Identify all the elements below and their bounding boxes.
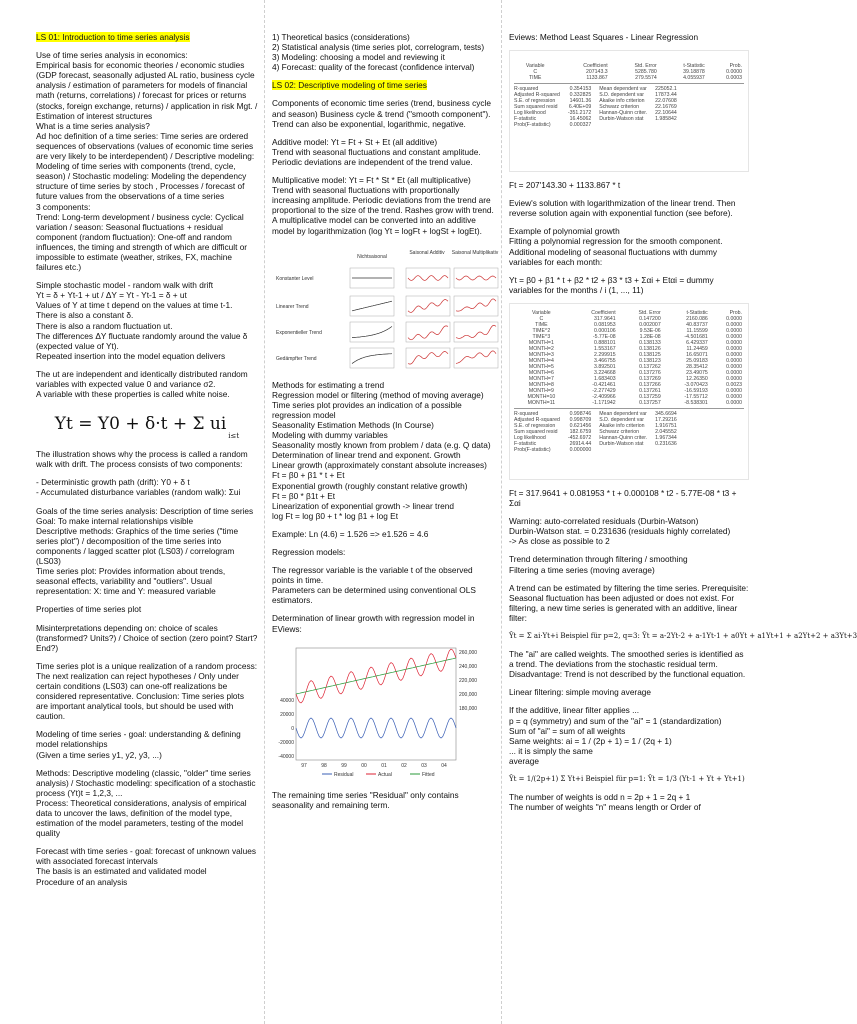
table-header-cell: Coefficient — [583, 63, 608, 70]
paragraph: Methods for estimating a trend Regression model or filtering (method of moving average) Time series plot provides an indication of a possible regression model Seasonality Estimation Methods (In Course) Modeling with dummy variables Seasonality mostly known from problem / data (e.g. Q data) Determination of linear trend and exponent. Growth Linear growth (approximately constant absolute increases) Ft = β0 + β1 * t + Et Exponential growth (roughly constant relative growth) Ft = β0 * β1t + Et Linearization of exponential growth -> linear trend log Ft = log β0 + t * log β1 + log Et — [272, 379, 491, 521]
table-cell: -4.501681 — [684, 333, 708, 340]
table-cell: MONTH=1 — [528, 339, 554, 346]
paragraph: - Deterministic growth path (drift): Y0 + δ t - Accumulated disturbance variables (random walk): Σui — [36, 477, 241, 498]
paragraph: Determination of linear growth with regression model in EViews: — [272, 613, 475, 634]
paragraph: Additive model: Yt = Ft + St + Et (all additive) Trend with seasonal fluctuations and constant amplitude. Periodic deviations are independent of the trend value. — [272, 136, 481, 167]
table-cell: 11.15599 — [686, 327, 708, 334]
fitted-series-line — [296, 658, 456, 694]
x-tick-label: 03 — [421, 762, 427, 769]
y-left-tick-label: -40000 — [278, 753, 294, 760]
table-header-cell: Std. Error — [634, 63, 657, 70]
x-tick-label: 99 — [341, 762, 347, 769]
stats-labels: Mean dependent var S.D. dependent var Akaike info criterion Schwarz criterion Hannan-Quinn criter. Durbin-Watson stat — [599, 410, 648, 447]
table-cell: 3.892501 — [594, 363, 616, 370]
divider — [514, 83, 744, 84]
table-cell: 9.53E-06 — [639, 327, 661, 334]
table-cell: 0.138123 — [639, 357, 661, 364]
column-1 — [36, 32, 258, 895]
section-title-eviews: Eviews: Method Least Squares - Linear Regression — [509, 32, 699, 42]
paragraph: The "ai" are called weights. The smoothed series is identified as a trend. The deviations from the stochastic residual term. Disadvantage: Trend is not described by the functional equation. — [509, 649, 746, 680]
table-cell: C — [533, 69, 538, 76]
linear-filter-formula: Ŷt = Σ ai·Yt+i Beispiel für p=2, q=3: Ŷt = a-2Yt-2 + a-1Yt-1 + a0Yt + a1Yt+1 + a2Yt+2 + a3Yt+3 — [509, 631, 857, 640]
y-right-tick-label: 220,000 — [459, 677, 478, 684]
grid-cell-curve — [352, 353, 392, 363]
table-cell: 0.0000 — [726, 315, 742, 322]
table-cell: MONTH=3 — [528, 351, 554, 358]
regression-table-1 — [514, 63, 744, 81]
table-cell: 0.0000 — [726, 387, 742, 394]
table-cell: 6.429337 — [686, 339, 708, 346]
paragraph: The ut are independent and identically distributed random variables with expected value 0 and variance σ2. A variable with these properties is called white noise. — [36, 368, 248, 400]
random-walk-formula-subscript: i≤t — [228, 432, 240, 441]
column-divider-1 — [264, 0, 265, 1024]
table-header-cell: Variable — [532, 309, 551, 316]
grid-cell-curve — [456, 350, 496, 363]
table-cell: C — [539, 315, 544, 322]
table-cell: 0.138126 — [639, 345, 661, 352]
eviews-regression-chart — [272, 642, 494, 782]
table-cell: 279.5574 — [635, 75, 657, 82]
table-cell: 207143.3 — [586, 69, 608, 76]
grid-row-label: Konstanter Level — [276, 275, 314, 282]
table-cell: 0.0000 — [726, 351, 742, 358]
table-cell: 0.0000 — [726, 369, 742, 376]
x-tick-label: 97 — [301, 762, 307, 769]
paragraph: Multiplicative model: Yt = Ft * St * Et (all multiplicative) Trend with seasonal fluctuations with proportionally increasing amplitude. Periodic deviations from the trend are proportional to the size of the trend. Rashes grow with trend. A multiplicative model can be converted into an additive model by logarithmization (log Yt = logFt + logSt + logEt). — [272, 175, 494, 236]
trend-season-grid — [272, 244, 499, 372]
table-cell: MONTH=11 — [527, 399, 556, 406]
table-cell: 0.0023 — [726, 381, 742, 388]
regression-stats-1 — [514, 86, 744, 128]
stats-values: 345.6694 17.29216 1.916751 2.045552 1.967344 0.231636 — [655, 410, 677, 447]
y-left-tick-label: 40000 — [280, 697, 294, 704]
table-cell: TIME^3 — [532, 333, 551, 340]
table-cell: 0.137266 — [639, 381, 661, 388]
table-cell: -5.77E-08 — [592, 333, 616, 340]
legend-label: Actual — [378, 771, 392, 778]
table-header-cell: Prob. — [729, 63, 742, 70]
table-cell: 0.081953 — [594, 321, 616, 328]
paragraph: Linear filtering: simple moving average — [509, 687, 652, 698]
paragraph: Regression models: — [272, 547, 346, 557]
table-cell: 0.0000 — [726, 399, 742, 406]
y-left-tick-label: 0 — [291, 725, 294, 732]
paragraph: 1) Theoretical basics (considerations) 2) Statistical analysis (time series plot, correlogram, tests) 3) Modeling: choosing a model and reviewing it 4) Forecast: quality of the forecast (confidence interval) — [272, 32, 485, 73]
grid-col-header: Saisonal Additiv — [409, 249, 445, 256]
table-cell: 0.0000 — [726, 321, 742, 328]
table-cell: 5285.780 — [635, 69, 657, 76]
table-cell: -0.421461 — [592, 381, 616, 388]
table-cell: 23.49075 — [686, 369, 708, 376]
regression-stats-2 — [514, 411, 744, 453]
table-cell: 0.138133 — [639, 339, 661, 346]
table-row — [514, 400, 744, 406]
grid-cell — [454, 348, 498, 368]
table-cell: 12.26350 — [686, 375, 708, 382]
paragraph: Trend determination through filtering / smoothing Filtering a time series (moving average) — [509, 554, 688, 575]
table-cell: 3.466755 — [594, 357, 616, 364]
x-tick-label: 02 — [401, 762, 407, 769]
paragraph: Example of polynomial growth Fitting a polynomial regression for the smooth component. Additional modeling of seasonal fluctuations with dummy variables for each month: — [509, 226, 723, 267]
stats-labels: Mean dependent var S.D. dependent var Akaike info criterion Schwarz criterion Hannan-Quinn criter. Durbin-Watson stat — [599, 86, 648, 123]
table-cell: 1.28E-08 — [639, 333, 661, 340]
stats-labels: R-squared Adjusted R-squared S.E. of regression Sum squared resid Log likelihood F-statistic Prob(F-statistic) — [514, 86, 560, 129]
table-cell: -1.171942 — [592, 399, 616, 406]
regression-output-1 — [509, 50, 749, 172]
paragraph: Time series plot is a unique realization of a random process: The next realization can reject hypotheses / Only under certain conditions (LS03) can one-off realizations be considered representative. Conclusion: Time series plots are important analytical tools, but should be used with caution. — [36, 660, 258, 722]
random-walk-formula: Yt = Y0 + δ·t + Σ ui — [54, 414, 227, 435]
y-right-tick-label: 180,000 — [459, 705, 478, 712]
table-cell: 0.137261 — [639, 387, 661, 394]
table-cell: TIME — [535, 321, 548, 328]
axis-ticks — [278, 650, 477, 769]
table-cell: -17.55712 — [684, 393, 708, 400]
divider — [514, 408, 744, 409]
table-cell: 1.553167 — [594, 345, 616, 352]
table-cell: 0.0000 — [726, 327, 742, 334]
grid-row-label: Gedämpfter Trend — [276, 355, 317, 362]
grid-cell-curve — [456, 325, 496, 338]
table-cell: -8.538301 — [684, 399, 708, 406]
grid-cell-curve — [408, 299, 448, 312]
paragraph: Misinterpretations depending on: choice of scales (transformed? Units?) / Choice of section (zero point? Start? End?) — [36, 622, 258, 653]
paragraph: Use of time series analysis in economics: Empirical basis for economic theories / economic studies (GDP forecast, seasonally adjusted AL ratio, business cycle analysis / estimation of parameters for models of financial math (returns, correlations) / forecast for prices or returns (stocks, foreign exchange, returns) / application in risk Mgt. / Estimation of interest structures What is a time series analysis? Ad hoc definition of a time series: Time series are ordered sequences of observations (values of economic time series are very likely to be interdependent) / Descriptive modeling: Modeling of time series with components (trend, cycle, season) / Stochastic modeling: Modeling the dependency structure of time series by stoch , Processes / forecast of future values from the observations of a time series 3 components: Trend: Long-term development / business cycle: Cyclical variation / season: Seasonal fluctuations + residual component (random fluctuation): One-off and random influences, the timing and strength of which are difficult or impossible to estimate (weather, strikes, FX, machine failures etc.) — [36, 50, 258, 273]
grid-cell-curve — [408, 275, 448, 280]
grid-cell — [350, 348, 394, 368]
table-cell: 11.24459 — [686, 345, 708, 352]
table-cell: 0.137269 — [639, 375, 661, 382]
regression-table-2 — [514, 310, 744, 406]
paragraph: The number of weights is odd n = 2p + 1 = 2q + 1 The number of weights "n" means length or Order of — [509, 792, 701, 813]
table-cell: TIME — [529, 75, 542, 82]
eviews-regression-chart-image — [272, 642, 494, 782]
y-right-tick-label: 200,000 — [459, 691, 478, 698]
grid-cell-curve — [352, 326, 392, 337]
table-cell: 317.9641 — [594, 315, 616, 322]
table-cell: 0.0003 — [726, 75, 742, 82]
plot-frame — [296, 648, 456, 760]
residual-series-line — [296, 718, 456, 738]
table-cell: 0.138125 — [639, 351, 661, 358]
paragraph: Ft = 317.9641 + 0.081953 * t + 0.000108 * t2 - 5.77E-08 * t3 + Σαi — [509, 487, 737, 509]
table-cell: -2.277429 — [592, 387, 616, 394]
stats-values: 0.998746 0.998709 0.621456 182.6759 -452.6972 26914.44 0.000000 — [567, 410, 592, 453]
grid-cell — [350, 322, 394, 342]
paragraph: Modeling of time series - goal: understanding & defining model relationships (Given a time series y1, y2, y3, ...) — [36, 729, 241, 760]
table-cell: 0.137257 — [639, 399, 661, 406]
table-header-cell: t-Statistic — [686, 309, 708, 316]
table-cell: 0.137262 — [639, 363, 661, 370]
column-divider-2 — [501, 0, 502, 1024]
y-left-tick-label: -20000 — [278, 739, 294, 746]
y-right-tick-label: 240,000 — [459, 663, 478, 670]
table-cell: 0.0000 — [726, 333, 742, 340]
paragraph: Yt = β0 + β1 * t + β2 * t2 + β3 * t3 + Σαi + Εtαi = dummy variables for the months / i (1, ..., 11) — [509, 274, 714, 295]
table-cell: 0.0000 — [726, 393, 742, 400]
paragraph: If the additive, linear filter applies ... p = q (symmetry) and sum of the "ai" = 1 (standardization) Sum of "ai" = sum of all weights Same weights: ai = 1 / (2p + 1) = 1 / (2q + 1) ... it is simply the same average — [509, 705, 722, 766]
paragraph: Goals of the time series analysis: Description of time series Goal: To make internal relationships visible Descriptive methods: Graphics of the time series ("time series plot") / decomposition of the time series into components / lagged scatter plot (LS03) / correlogram (LS03) Time series plot: Provides information about trends, seasonal effects, variability and "outliers". Usual representation: X: time and Y: measured variable — [36, 505, 254, 597]
stats-values: 0.354153 0.332825 14601.36 6.40E+09 -351.2172 16.45062 0.000327 — [567, 86, 592, 129]
x-tick-label: 04 — [441, 762, 447, 769]
grid-cell-curve — [352, 301, 392, 311]
table-cell: 0.0000 — [726, 69, 742, 76]
table-cell: 0.137276 — [639, 369, 661, 376]
table-cell: 0.888101 — [594, 339, 616, 346]
paragraph: The illustration shows why the process is called a random walk with drift. The process consists of two components: — [36, 449, 248, 470]
trend-season-grid-image — [272, 244, 499, 372]
table-cell: 39.18878 — [683, 69, 705, 76]
regression-output-2 — [509, 303, 749, 480]
x-tick-label: 98 — [321, 762, 327, 769]
grid-row-label: Linearer Trend — [276, 303, 309, 310]
table-cell: MONTH=8 — [528, 381, 554, 388]
paragraph: Example: Ln (4.6) = 1.526 => e1.526 = 4.6 — [272, 528, 429, 539]
paragraph: Properties of time series plot — [36, 604, 142, 615]
grid-row-label: Exponentieller Trend — [276, 329, 322, 336]
table-cell: 2160.086 — [686, 315, 708, 322]
table-header-cell: t-Statistic — [683, 63, 705, 70]
y-left-tick-label: 20000 — [280, 711, 294, 718]
table-cell: 0.000106 — [594, 327, 616, 334]
series-lines — [296, 649, 456, 738]
table-cell: -16.59193 — [684, 387, 708, 394]
table-cell: -2.409966 — [592, 393, 616, 400]
grid-cell-curve — [408, 325, 448, 339]
table-body — [514, 69, 744, 81]
paragraph: Warning: auto-correlated residuals (Durbin-Watson) Durbin-Watson stat. = 0.231636 (residuals highly correlated) -> As close as possible to 2 — [509, 516, 731, 547]
paragraph: A trend can be estimated by filtering the time series. Prerequisite: Seasonal fluctuation has been adjusted or does not exist. For filtering, a new time series is generated with an additive, linear filter: — [509, 582, 749, 623]
table-header-cell: Variable — [525, 63, 545, 70]
table-cell: 0.137259 — [639, 393, 661, 400]
table-cell: 0.0000 — [726, 339, 742, 346]
paragraph: Methods: Descriptive modeling (classic, "older" time series analysis) / Stochastic modeling: specification of a stochastic process (Yt)t = 1,2,3, ... Process: Theoretical considerations, analysis of empirical data to uncover the laws, definition of the model type, estimation of the model parameters, testing of the model quality — [36, 767, 256, 839]
table-cell: MONTH=4 — [528, 357, 554, 364]
paragraph: The remaining time series "Residual" only contains seasonality and remaining term. — [272, 789, 459, 810]
paragraph: Components of economic time series (trend, business cycle and season) Business cycle & trend ("smooth component"). Trend can also be exponential, logarithmic, negative. — [272, 98, 492, 129]
column-3 — [509, 32, 857, 820]
table-row — [514, 75, 744, 81]
grid-cells — [350, 268, 498, 368]
grid-col-header: Saisonal Multiplikativ — [451, 249, 499, 256]
table-cell: 16.65071 — [686, 351, 708, 358]
grid-cell — [406, 348, 450, 368]
table-cell: MONTH=9 — [528, 387, 554, 394]
grid-cell — [454, 322, 498, 342]
table-header-cell: Prob. — [729, 309, 742, 316]
table-cell: MONTH=6 — [528, 369, 554, 376]
table-cell: 0.002007 — [639, 321, 661, 328]
table-cell: 2.299915 — [594, 351, 616, 358]
table-cell: MONTH=5 — [528, 363, 554, 370]
grid-cell-curve — [456, 276, 496, 280]
legend-label: Fitted — [422, 771, 435, 778]
paragraph: Forecast with time series - goal: forecast of unknown values with associated forecast intervals The basis is an estimated and validated model Procedure of an analysis — [36, 846, 256, 887]
table-cell: 28.35412 — [686, 363, 708, 370]
table-header-cell: Std. Error — [638, 309, 661, 316]
table-cell: 0.0000 — [726, 345, 742, 352]
table-cell: 1.683403 — [594, 375, 616, 382]
table-cell: 3.224668 — [594, 369, 616, 376]
table-cell: 25.09183 — [686, 357, 708, 364]
table-cell: 4.055937 — [683, 75, 705, 82]
y-right-tick-label: 260,000 — [459, 649, 478, 656]
x-tick-label: 00 — [361, 762, 367, 769]
table-header-cell: Coefficient — [591, 309, 616, 316]
table-cell: 0.147200 — [639, 315, 661, 322]
paragraph: The regressor variable is the variable t of the observed points in time. Parameters can be determined using conventional OLS estimators. — [272, 565, 476, 606]
table-cell: MONTH=10 — [527, 393, 556, 400]
table-cell: 1133.867 — [586, 75, 608, 82]
moving-average-formula: Ŷt = 1/(2p+1) Σ Yt+i Beispiel für p=1: Ŷt = 1/3 (Yt-1 + Yt + Yt+1) — [509, 775, 745, 783]
table-cell: -3.070423 — [684, 381, 708, 388]
stats-values: 225052.1 17873.44 22.07608 22.16769 22.10644 1.985842 — [655, 86, 677, 123]
column-2 — [272, 32, 499, 818]
x-tick-label: 01 — [381, 762, 387, 769]
table-cell: 40.83737 — [686, 321, 708, 328]
section-heading-ls02: LS 02: Descriptive modeling of time series — [272, 80, 427, 91]
table-cell: MONTH=7 — [528, 375, 554, 382]
stats-labels: R-squared Adjusted R-squared S.E. of regression Sum squared resid Log likelihood F-statistic Prob(F-statistic) — [514, 410, 560, 453]
legend-label: Residual — [334, 771, 354, 778]
table-cell: 0.0000 — [726, 375, 742, 382]
paragraph: Ft = 207'143.30 + 1133.867 * t — [509, 180, 621, 191]
table-body — [514, 316, 744, 406]
random-walk-formula-image — [36, 407, 258, 441]
section-heading-ls01: LS 01: Introduction to time series analysis — [36, 32, 190, 42]
table-cell: 0.0000 — [726, 363, 742, 370]
table-cell: 0.0000 — [726, 357, 742, 364]
chart-legend — [322, 772, 435, 778]
grid-cell-curve — [408, 351, 448, 364]
paragraph: Simple stochastic model - random walk with drift Yt = δ + Yt-1 + ut / ΔY = Yt - Yt-1 = δ + ut Values of Y at time t depend on the values at time t-1. There is also a constant δ. There is also a random fluctuation ut. The differences ΔY fluctuate randomly around the value δ (expected value of Yt). Repeated insertion into the model equation delivers — [36, 280, 248, 361]
table-cell: TIME^2 — [532, 327, 551, 334]
grid-col-header: Nichtsaisonal — [357, 253, 387, 260]
paragraph: Eview's solution with logarithmization of the linear trend. Then reverse solution again with exponential function (see before). — [509, 198, 736, 219]
grid-cell-curve — [456, 298, 496, 310]
table-cell: MONTH=2 — [528, 345, 554, 352]
